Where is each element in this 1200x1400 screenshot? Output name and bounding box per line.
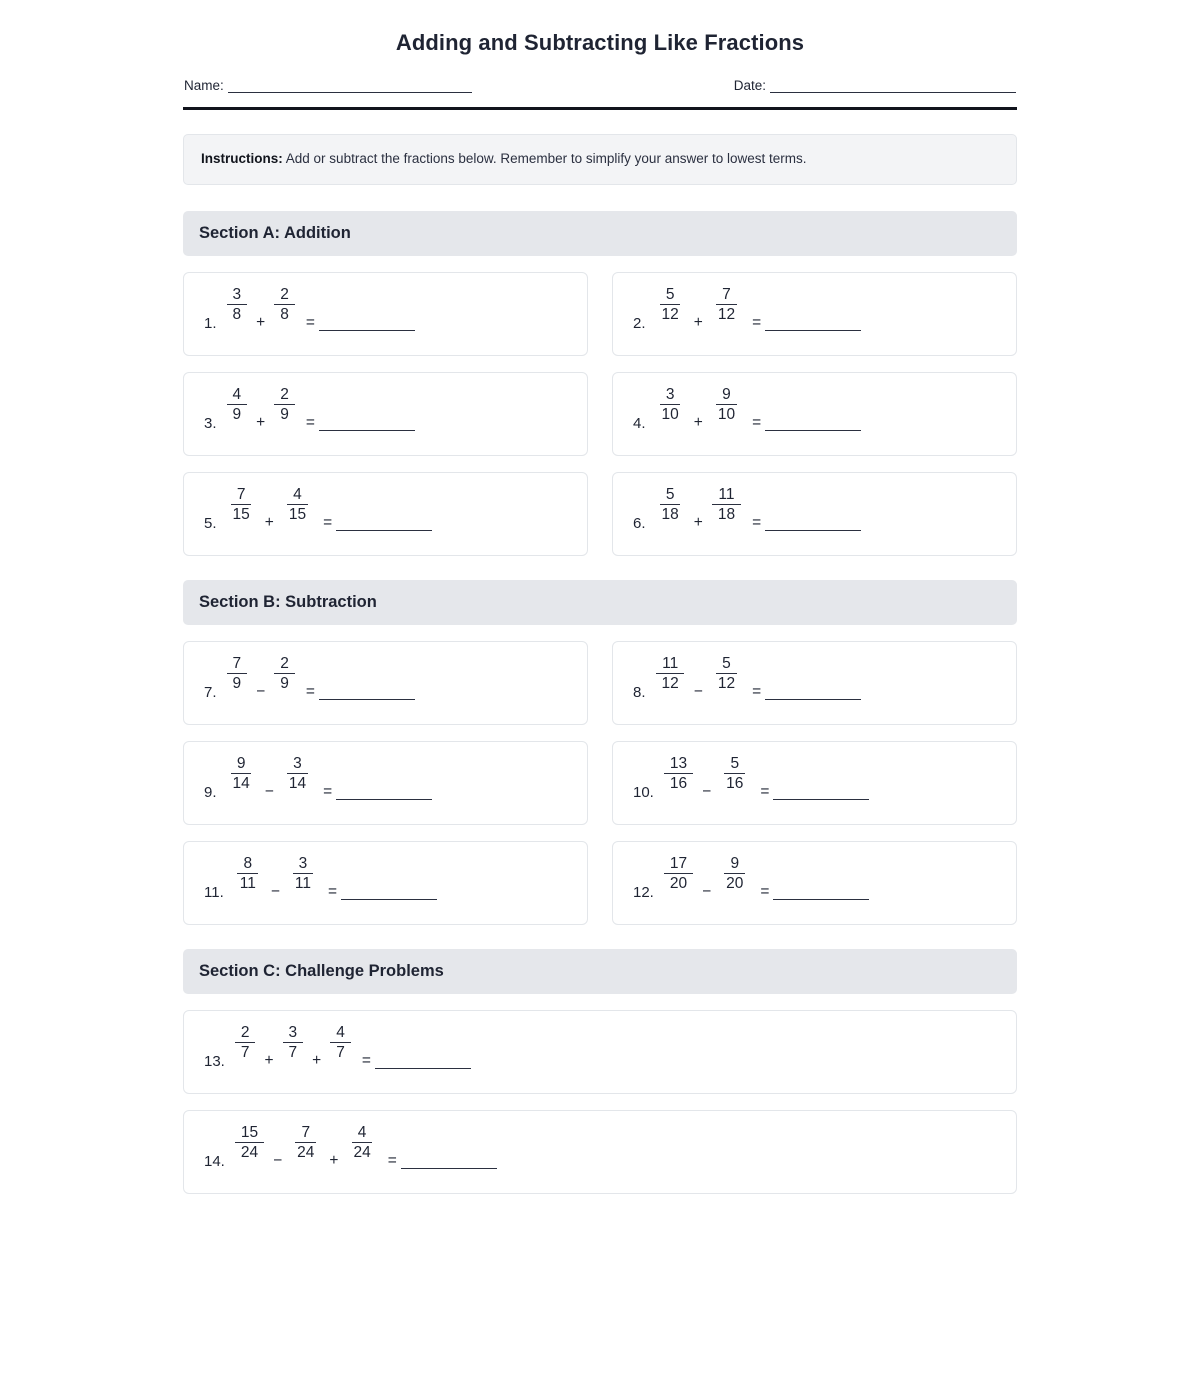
problem-number: 12. xyxy=(633,884,654,902)
fraction-denominator: 12 xyxy=(661,674,679,692)
problem-number: 14. xyxy=(204,1153,225,1171)
problem-grid-section-c xyxy=(183,1010,1017,1194)
fraction-numerator: 3 xyxy=(283,1024,304,1043)
problem-card[interactable] xyxy=(612,741,1017,825)
fraction xyxy=(227,755,256,793)
operator-symbol: + xyxy=(693,414,703,432)
fraction-numerator: 7 xyxy=(231,486,252,505)
fraction-numerator: 5 xyxy=(660,286,681,305)
fraction xyxy=(712,386,741,424)
equals-symbol: = xyxy=(323,514,333,532)
problem-expression xyxy=(204,655,415,702)
answer-blank[interactable] xyxy=(336,786,432,800)
problem-card[interactable] xyxy=(612,272,1017,356)
fraction xyxy=(656,286,685,324)
section-heading-section-c: Section C: Challenge Problems xyxy=(183,949,1017,994)
fraction-denominator: 7 xyxy=(240,1043,250,1061)
fraction xyxy=(664,855,693,893)
problem-card[interactable] xyxy=(183,272,588,356)
fraction xyxy=(283,1024,304,1062)
date-field-group xyxy=(734,78,1016,93)
problem-expression xyxy=(204,1024,471,1071)
fraction xyxy=(235,1124,264,1162)
fraction xyxy=(274,386,295,424)
fraction-numerator: 4 xyxy=(227,386,248,405)
fraction-denominator: 24 xyxy=(353,1143,371,1161)
fraction-numerator: 3 xyxy=(227,286,248,305)
name-label: Name: xyxy=(184,78,224,94)
fraction-numerator: 5 xyxy=(724,755,745,774)
problem-expression xyxy=(633,655,861,702)
equals-symbol: = xyxy=(328,883,338,901)
problem-card[interactable] xyxy=(183,372,588,456)
fraction-denominator: 7 xyxy=(336,1043,345,1061)
problem-expression xyxy=(633,486,861,533)
fraction-denominator: 15 xyxy=(232,505,250,523)
fraction xyxy=(656,486,685,524)
fraction xyxy=(227,655,248,693)
problem-card[interactable] xyxy=(183,472,588,556)
section-block-section-b xyxy=(183,580,1017,925)
fraction-numerator: 7 xyxy=(295,1124,316,1143)
fraction xyxy=(227,386,248,424)
date-label: Date: xyxy=(733,78,766,94)
problem-card[interactable] xyxy=(612,472,1017,556)
operator-symbol: + xyxy=(264,1052,274,1070)
fraction-numerator: 2 xyxy=(274,386,295,405)
operator-symbol: − xyxy=(693,683,703,701)
equals-symbol: = xyxy=(760,783,770,801)
problem-number: 13. xyxy=(204,1053,225,1071)
fraction-numerator: 11 xyxy=(656,655,684,674)
fraction-denominator: 12 xyxy=(717,674,736,692)
fraction-numerator: 2 xyxy=(274,286,295,305)
problem-card[interactable] xyxy=(183,1110,1017,1194)
operator-symbol: − xyxy=(256,683,266,701)
fraction xyxy=(347,1124,376,1162)
problem-card[interactable] xyxy=(612,372,1017,456)
instructions-text: Add or subtract the fractions below. Remember to simplify your answer to lowest terms. xyxy=(285,151,807,167)
fraction-numerator: 7 xyxy=(227,655,248,674)
fraction-numerator: 5 xyxy=(716,655,737,674)
operator-symbol: + xyxy=(256,314,266,332)
fraction-denominator: 16 xyxy=(726,774,744,792)
problem-card[interactable] xyxy=(612,841,1017,925)
problem-card[interactable] xyxy=(183,841,588,925)
fraction-denominator: 9 xyxy=(280,674,289,692)
equals-symbol: = xyxy=(323,783,333,801)
fraction-denominator: 9 xyxy=(232,405,242,423)
section-heading-section-b: Section B: Subtraction xyxy=(183,580,1017,625)
fraction-numerator: 4 xyxy=(352,1124,373,1143)
fraction-numerator: 13 xyxy=(664,755,693,774)
problem-grid-section-a xyxy=(183,272,1017,556)
fraction xyxy=(235,1024,256,1062)
student-meta-row xyxy=(183,78,1017,93)
fraction-numerator: 5 xyxy=(660,486,681,505)
problem-number: 1. xyxy=(204,315,217,333)
fraction xyxy=(656,655,685,693)
fraction-numerator: 9 xyxy=(231,755,252,774)
operator-symbol: − xyxy=(264,783,274,801)
fraction-numerator: 7 xyxy=(716,286,737,305)
answer-blank[interactable] xyxy=(765,686,861,700)
fraction-denominator: 12 xyxy=(661,305,679,323)
equals-symbol: = xyxy=(752,314,762,332)
fraction-denominator: 8 xyxy=(280,305,289,323)
answer-blank[interactable] xyxy=(773,886,869,900)
problem-expression xyxy=(633,386,861,433)
fraction-denominator: 10 xyxy=(661,405,679,423)
instructions-label: Instructions: xyxy=(201,151,283,167)
answer-blank[interactable] xyxy=(319,417,415,431)
fraction xyxy=(720,755,749,793)
name-input-blank[interactable] xyxy=(228,80,472,93)
problem-number: 4. xyxy=(633,415,646,433)
answer-blank[interactable] xyxy=(765,417,861,431)
fraction-numerator: 15 xyxy=(235,1124,264,1143)
worksheet-sheet xyxy=(183,0,1017,1194)
fraction-numerator: 4 xyxy=(330,1024,351,1043)
instructions-box xyxy=(183,134,1017,185)
fraction xyxy=(274,286,295,324)
answer-blank[interactable] xyxy=(319,317,415,331)
fraction-denominator: 7 xyxy=(288,1043,298,1061)
answer-blank[interactable] xyxy=(341,886,437,900)
fraction-numerator: 8 xyxy=(237,855,258,874)
equals-symbol: = xyxy=(305,414,315,432)
problem-number: 6. xyxy=(633,515,646,533)
problem-card[interactable] xyxy=(183,641,588,725)
fraction-denominator: 9 xyxy=(232,674,242,692)
answer-blank[interactable] xyxy=(336,517,432,531)
fraction-denominator: 8 xyxy=(232,305,242,323)
problem-expression xyxy=(204,386,415,433)
equals-symbol: = xyxy=(361,1052,371,1070)
fraction xyxy=(712,486,741,524)
problem-card[interactable] xyxy=(183,1010,1017,1094)
fraction-denominator: 14 xyxy=(232,774,250,792)
answer-blank[interactable] xyxy=(375,1055,471,1069)
fraction-denominator: 9 xyxy=(280,405,289,423)
fraction-denominator: 14 xyxy=(288,774,307,792)
fraction xyxy=(274,655,295,693)
answer-blank[interactable] xyxy=(319,686,415,700)
problem-expression xyxy=(204,286,415,333)
fraction xyxy=(330,1024,351,1062)
fraction-denominator: 20 xyxy=(726,874,744,892)
problem-grid-section-b xyxy=(183,641,1017,925)
fraction-numerator: 2 xyxy=(274,655,295,674)
operator-symbol: − xyxy=(270,883,280,901)
problem-number: 3. xyxy=(204,415,217,433)
operator-symbol: + xyxy=(256,414,266,432)
equals-symbol: = xyxy=(387,1152,397,1170)
operator-symbol: − xyxy=(273,1152,283,1170)
page-title: Adding and Subtracting Like Fractions xyxy=(395,30,805,55)
fraction-numerator: 17 xyxy=(664,855,693,874)
fraction-numerator: 11 xyxy=(712,486,740,505)
problem-card[interactable] xyxy=(612,641,1017,725)
fraction xyxy=(720,855,749,893)
operator-symbol: + xyxy=(693,314,703,332)
fraction xyxy=(283,486,312,524)
fraction-denominator: 20 xyxy=(669,874,688,892)
answer-blank[interactable] xyxy=(765,517,861,531)
problem-number: 11. xyxy=(204,884,224,902)
operator-symbol: + xyxy=(264,514,274,532)
fraction-numerator: 9 xyxy=(716,386,737,405)
fraction-numerator: 4 xyxy=(287,486,308,505)
problem-expression xyxy=(633,855,869,902)
operator-symbol: + xyxy=(312,1052,322,1070)
fraction-numerator: 2 xyxy=(235,1024,256,1043)
fraction-denominator: 24 xyxy=(297,1143,315,1161)
fraction-denominator: 18 xyxy=(661,505,679,523)
name-field-group xyxy=(184,78,472,93)
problem-number: 7. xyxy=(204,684,217,702)
fraction-denominator: 16 xyxy=(669,774,688,792)
operator-symbol: + xyxy=(329,1152,339,1170)
section-block-section-c xyxy=(183,949,1017,1194)
equals-symbol: = xyxy=(752,683,762,701)
problem-number: 9. xyxy=(204,784,217,802)
equals-symbol: = xyxy=(760,883,770,901)
answer-blank[interactable] xyxy=(765,317,861,331)
sections-container xyxy=(183,211,1017,1194)
problem-expression xyxy=(633,286,861,333)
answer-blank[interactable] xyxy=(773,786,869,800)
equals-symbol: = xyxy=(752,414,762,432)
problem-expression xyxy=(633,755,869,802)
fraction-numerator: 9 xyxy=(724,855,745,874)
fraction-denominator: 11 xyxy=(239,874,256,892)
fraction-numerator: 3 xyxy=(660,386,681,405)
fraction xyxy=(712,286,741,324)
equals-symbol: = xyxy=(305,314,315,332)
fraction-denominator: 11 xyxy=(294,874,311,892)
problem-number: 8. xyxy=(633,684,646,702)
fraction xyxy=(712,655,741,693)
fraction-denominator: 10 xyxy=(717,405,736,423)
fraction-denominator: 12 xyxy=(717,305,736,323)
problem-number: 2. xyxy=(633,315,646,333)
fraction xyxy=(227,286,248,324)
fraction-numerator: 3 xyxy=(293,855,314,874)
fraction xyxy=(289,855,317,893)
fraction xyxy=(656,386,685,424)
fraction xyxy=(664,755,693,793)
fraction-denominator: 18 xyxy=(717,505,736,523)
problem-number: 5. xyxy=(204,515,217,533)
fraction xyxy=(283,755,312,793)
fraction xyxy=(227,486,256,524)
problem-expression xyxy=(204,855,437,902)
fraction xyxy=(234,855,262,893)
equals-symbol: = xyxy=(305,683,315,701)
problem-expression xyxy=(204,1124,497,1171)
operator-symbol: − xyxy=(702,783,712,801)
problem-expression xyxy=(204,755,432,802)
fraction-denominator: 24 xyxy=(240,1143,259,1161)
operator-symbol: − xyxy=(702,883,712,901)
fraction xyxy=(291,1124,320,1162)
problem-expression xyxy=(204,486,432,533)
fraction-denominator: 15 xyxy=(288,505,307,523)
equals-symbol: = xyxy=(752,514,762,532)
problem-number: 10. xyxy=(633,784,654,802)
section-heading-section-a: Section A: Addition xyxy=(183,211,1017,256)
section-block-section-a xyxy=(183,211,1017,556)
fraction-numerator: 3 xyxy=(287,755,308,774)
date-input-blank[interactable] xyxy=(770,80,1016,93)
operator-symbol: + xyxy=(693,514,703,532)
header-divider xyxy=(183,107,1017,110)
answer-blank[interactable] xyxy=(401,1155,497,1169)
problem-card[interactable] xyxy=(183,741,588,825)
